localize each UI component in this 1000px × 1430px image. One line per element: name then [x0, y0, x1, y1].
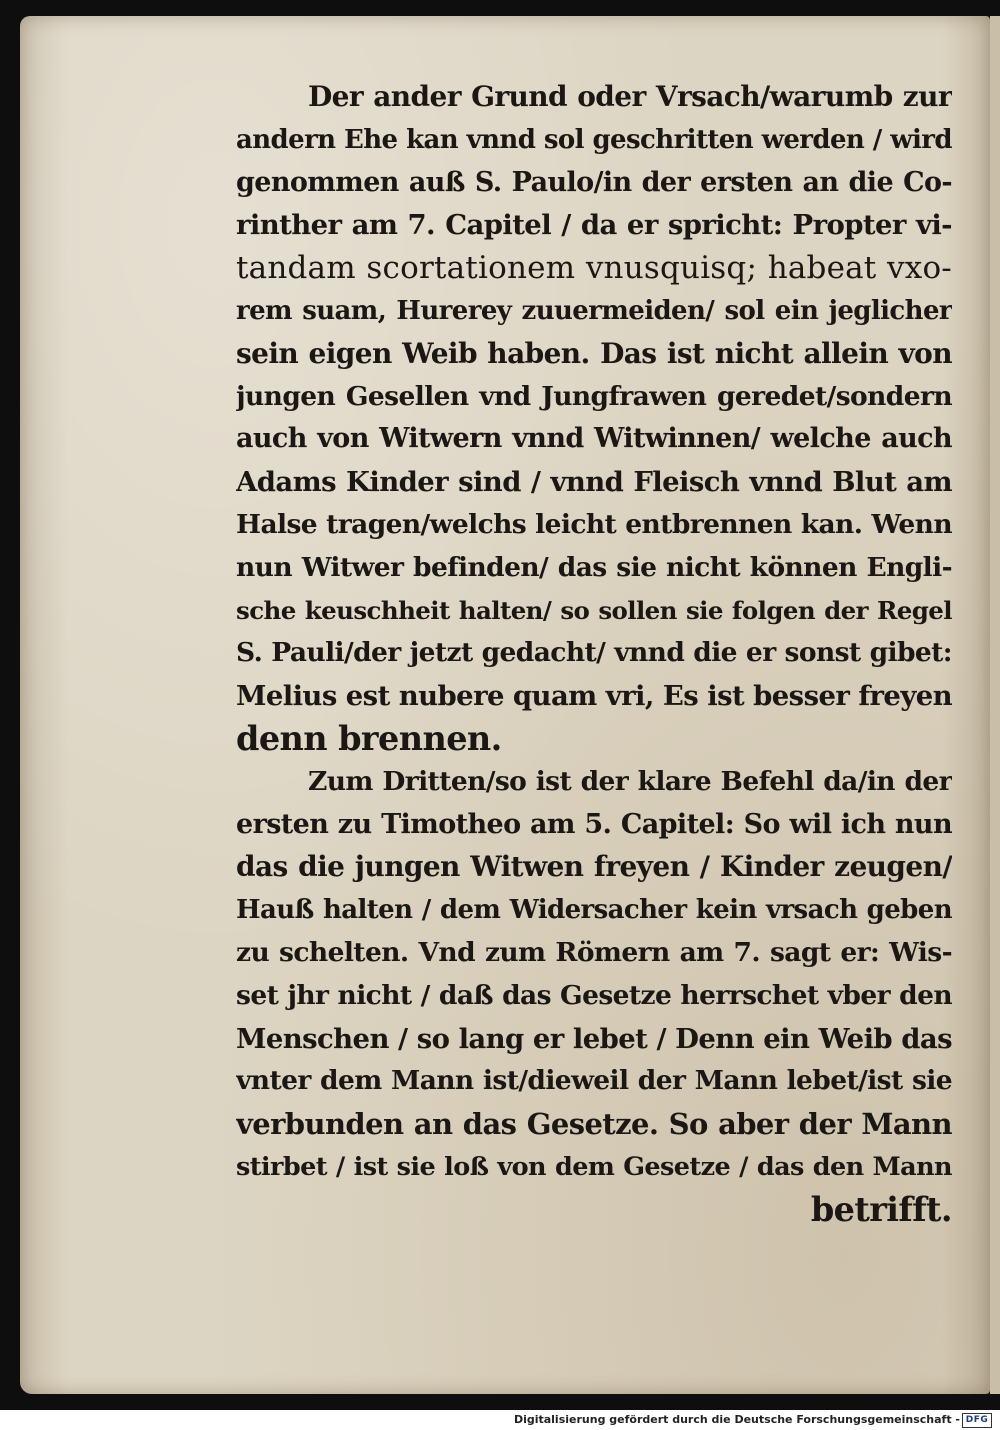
text-line-20: Hauß halten / dem Widersacher kein vrsach geben: [236, 895, 952, 926]
text-line-21: zu schelten. Vnd zum Römern am 7. sagt er: Wis-: [236, 936, 952, 968]
page-text: [236, 76, 952, 1232]
text-line-2: andern Ehe kan vnnd sol geschritten werden / wird: [236, 124, 952, 155]
text-line-8: jungen Gesellen vnd Jungfrawen geredet/sondern: [236, 380, 952, 412]
text-line-25: verbunden an das Gesetze. So aber der Mann: [236, 1107, 952, 1142]
text-line-24: vnter dem Mann ist/dieweil der Mann lebet/ist sie: [236, 1065, 952, 1097]
text-line-1: Der ander Grund oder Vrsach/warumb zur: [308, 80, 952, 113]
dfg-logo-icon: DFG: [962, 1413, 992, 1428]
text-line-22: set jhr nicht / daß das Gesetze herrschet vber den: [236, 979, 952, 1011]
text-line-6: rem suam, Hurerey zuuermeiden/ sol ein jeglicher: [236, 295, 952, 326]
text-line-23: Menschen / so lang er lebet / Denn ein Weib das: [236, 1022, 952, 1055]
text-line-3: genommen auß S. Paulo/in der ersten an die Co-: [236, 166, 952, 198]
text-line-26: stirbet / ist sie loß von dem Gesetze / das den Mann: [236, 1151, 952, 1182]
text-line-11: Halse tragen/welchs leicht entbrennen kan. Wenn: [236, 508, 952, 540]
footer-bar: [0, 1410, 1000, 1430]
text-line-13: sche keuschheit halten/ so sollen sie folgen der Regel: [236, 595, 952, 625]
text-line-5: tandam scortationem vnusquisq; habeat vxo-: [236, 250, 952, 287]
catchword: betrifft.: [810, 1189, 952, 1229]
text-line-16: denn brennen.: [236, 718, 502, 758]
text-line-15: Melius est nubere quam vri, Es ist besser freyen: [236, 680, 952, 713]
text-line-7: sein eigen Weib haben. Das ist nicht allein von: [236, 336, 952, 370]
text-line-14: S. Pauli/der jetzt gedacht/ vnnd die er sonst gibet:: [236, 637, 952, 669]
text-line-18: ersten zu Timotheo am 5. Capitel: So wil ich nun: [236, 808, 952, 840]
text-line-9: auch von Witwern vnnd Witwinnen/ welche auch: [236, 423, 952, 455]
text-line-10: Adams Kinder sind / vnnd Fleisch vnnd Blut am: [236, 466, 952, 499]
text-line-17: Zum Dritten/so ist der klare Befehl da/in der: [308, 765, 952, 797]
text-line-12: nun Witwer befinden/ das sie nicht können Engli-: [236, 551, 952, 583]
text-line-4: rinther am 7. Capitel / da er spricht: Propter vi-: [236, 209, 952, 242]
text-line-19: das die jungen Witwen freyen / Kinder zeugen/: [236, 850, 952, 884]
footer-credit: Digitalisierung gefördert durch die Deutsche Forschungsgemeinschaft -: [513, 1413, 960, 1426]
next-page-edge: [990, 16, 1000, 1394]
